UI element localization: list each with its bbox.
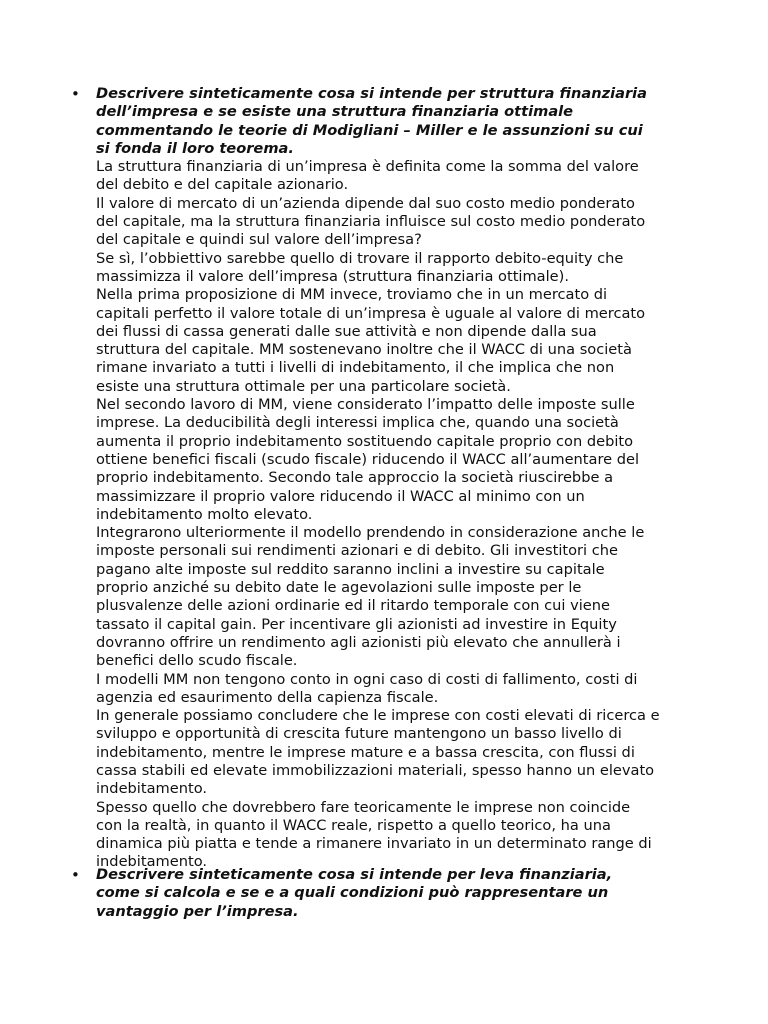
- answer-paragraph: La struttura finanziaria di un’impresa è definita come la somma del valore del debito e del capitale azionario. Il valore di mercato di un’azienda dipende dal suo costo medio ponderato del capitale, ma la struttura finanziaria influisce sul costo medio ponderato del capitale e quindi sul valore dell’impresa? Se sì, l’obbiettivo sarebbe quello di trovare il rapporto debito-equity che massimizza il valore dell’impresa (struttura finanziaria ottimale). Nella prima proposizione di MM invece, troviamo che in un mercato di capitali perfetto il valore totale di un’impresa è uguale al valore di mercato dei flussi di cassa generati dalle sue attività e non dipende dalla sua struttura del capitale. MM sostenevano inoltre che il WACC di una società rimane invariato a tutti i livelli di indebitamento, il che implica che non esiste una struttura ottimale per una particolare società. Nel secondo lavoro di MM, viene considerato l’impatto delle imposte sulle imprese. La deducibilità degli interessi implica che, quando una società aumenta il proprio indebitamento sostituendo capitale proprio con debito ottiene benefici fiscali (scudo fiscale) riducendo il WACC all’aumentare del proprio indebitamento. Secondo tale approccio la società riuscirebbe a massimizzare il proprio valore riducendo il WACC al minimo con un indebitamento molto elevato. Integrarono ulteriormente il modello prendendo in considerazione anche le imposte personali sui rendimenti azionari e di debito. Gli investitori che pagano alte imposte sul reddito saranno inclini a investire su capitale proprio anziché su debito date le agevolazioni sulle imposte per le plusvalenze delle azioni ordinarie ed il ritardo temporale con cui viene tassato il capital gain. Per incentivare gli azionisti ad investire in Equity dovranno offrire un rendimento agli azionisti più elevato che annullerà i benefici dello scudo fiscale. I modelli MM non tengono conto in ogni caso di costi di fallimento, costi di agenzia ed esaurimento della capienza fiscale. In generale possiamo concludere che le imprese con costi elevati di ricerca e sviluppo e opportunità di crescita future mantengono un basso livello di indebitamento, mentre le imprese mature e a bassa crescita, con flussi di cassa stabili ed elevate immobilizzazioni materiali, spesso hanno un elevato indebitamento. Spesso quello che dovrebbero fare teoricamente le imprese non coincide con la realtà, in quanto il WACC reale, rispetto a quello teorico, ha una dinamica più piatta e tende a rimanere invariato in un determinato range di indebitamento.: [96, 158, 660, 871]
- bullet-icon: •: [71, 85, 80, 103]
- list-item: [71, 85, 716, 872]
- bullet-icon: •: [71, 866, 80, 884]
- list-item: [71, 866, 716, 921]
- question-heading: Descrivere sinteticamente cosa si intende per leva finanziaria, come si calcola e se e a quali condizioni può rappresentare un vantaggio per l’impresa.: [96, 866, 613, 920]
- question-heading: Descrivere sinteticamente cosa si intende per struttura finanziaria dell’impresa e se esiste una struttura finanziaria ottimale commentando le teorie di Modigliani – Miller e le assunzioni su cui si fonda il loro teorema.: [96, 85, 647, 157]
